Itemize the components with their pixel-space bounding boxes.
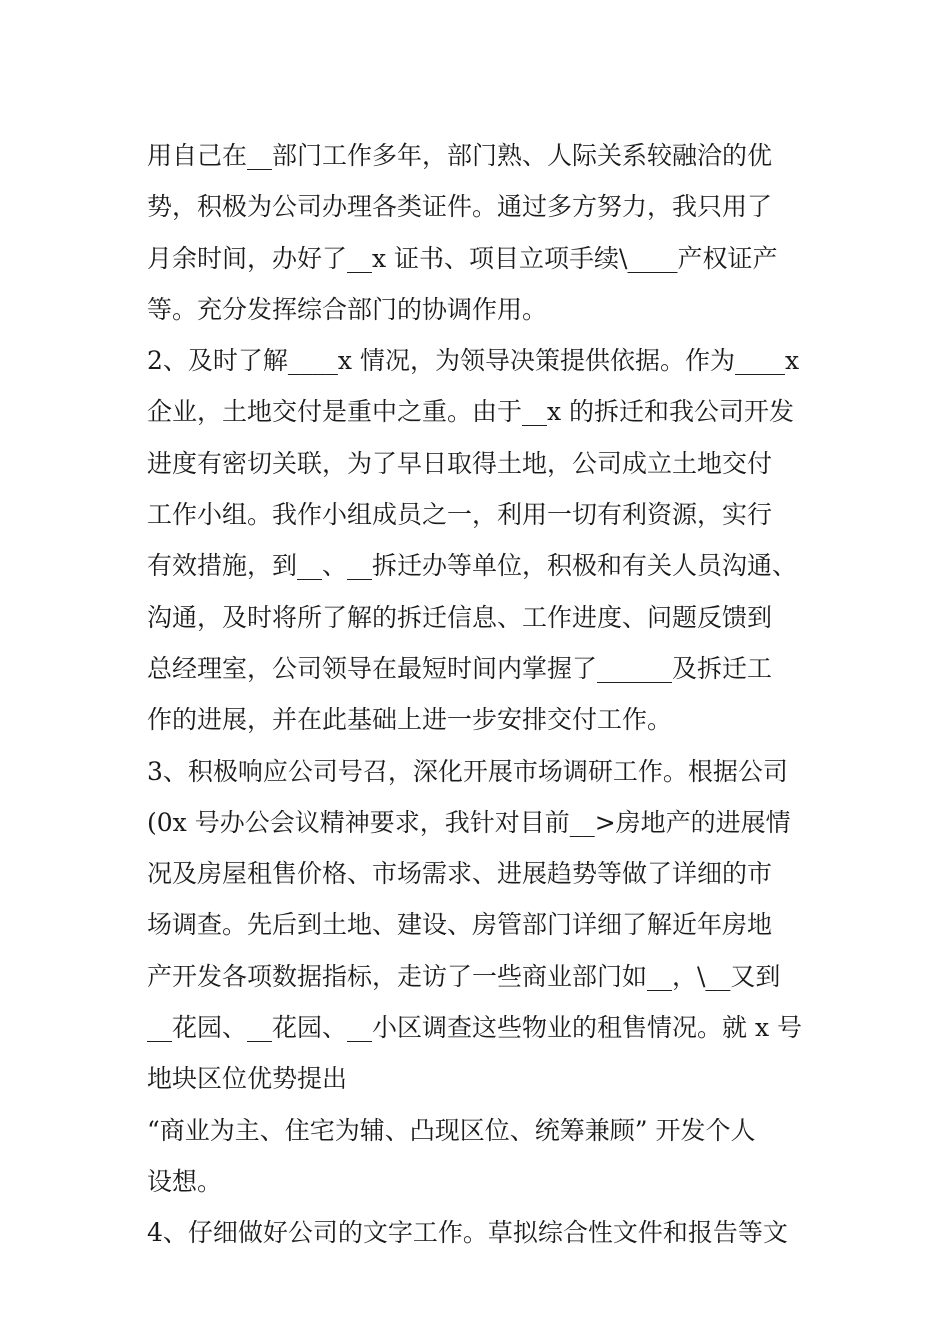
text-line: 作的进展，并在此基础上进一步安排交付工作。	[147, 705, 673, 735]
text-line: 月余时间，办好了__x 证书、项目立项手续\____产权证产	[147, 243, 778, 273]
text-line: 有效措施，到__、__拆迁办等单位，积极和有关人员沟通、	[147, 551, 798, 581]
text-line: 势，积极为公司办理各类证件。通过多方努力，我只用了	[147, 192, 773, 222]
text-line: 总经理室，公司领导在最短时间内掌握了______及拆迁工	[147, 653, 773, 683]
text-line: 4、仔细做好公司的文字工作。草拟综合性文件和报告等文	[147, 1218, 788, 1248]
text-line: 进度有密切关联，为了早日取得土地，公司成立土地交付	[147, 448, 773, 478]
text-line: 地块区位优势提出	[147, 1064, 348, 1094]
text-line: 等。充分发挥综合部门的协调作用。	[147, 294, 548, 324]
text-line: 用自己在__部门工作多年，部门熟、人际关系较融洽的优	[147, 141, 773, 170]
document-body	[147, 130, 827, 1259]
text-line: (0x 号办公会议精神要求，我针对目前__>房地产的进展情	[147, 807, 791, 837]
text-line: 况及房屋租售价格、市场需求、进展趋势等做了详细的市	[147, 859, 773, 889]
text-line: 2、及时了解____x 情况，为领导决策提供依据。作为____x	[147, 346, 800, 376]
text-line: 场调查。先后到土地、建设、房管部门详细了解近年房地	[147, 910, 773, 940]
text-line: 设想。	[147, 1166, 223, 1196]
text-line: 沟通，及时将所了解的拆迁信息、工作进度、问题反馈到	[147, 602, 773, 632]
text-line: 产开发各项数据指标，走访了一些商业部门如__，\__又到	[147, 961, 781, 991]
text-line: 企业，土地交付是重中之重。由于__x 的拆迁和我公司开发	[147, 397, 795, 427]
text-line: __花园、__花园、__小区调查这些物业的租售情况。就 x 号	[147, 1013, 802, 1043]
text-line: 工作小组。我作小组成员之一，利用一切有利资源，实行	[147, 500, 773, 530]
text-line: “商业为主、住宅为辅、凸现区位、统筹兼顾” 开发个人	[147, 1115, 756, 1145]
text-line: 3、积极响应公司号召，深化开展市场调研工作。根据公司	[147, 756, 788, 786]
